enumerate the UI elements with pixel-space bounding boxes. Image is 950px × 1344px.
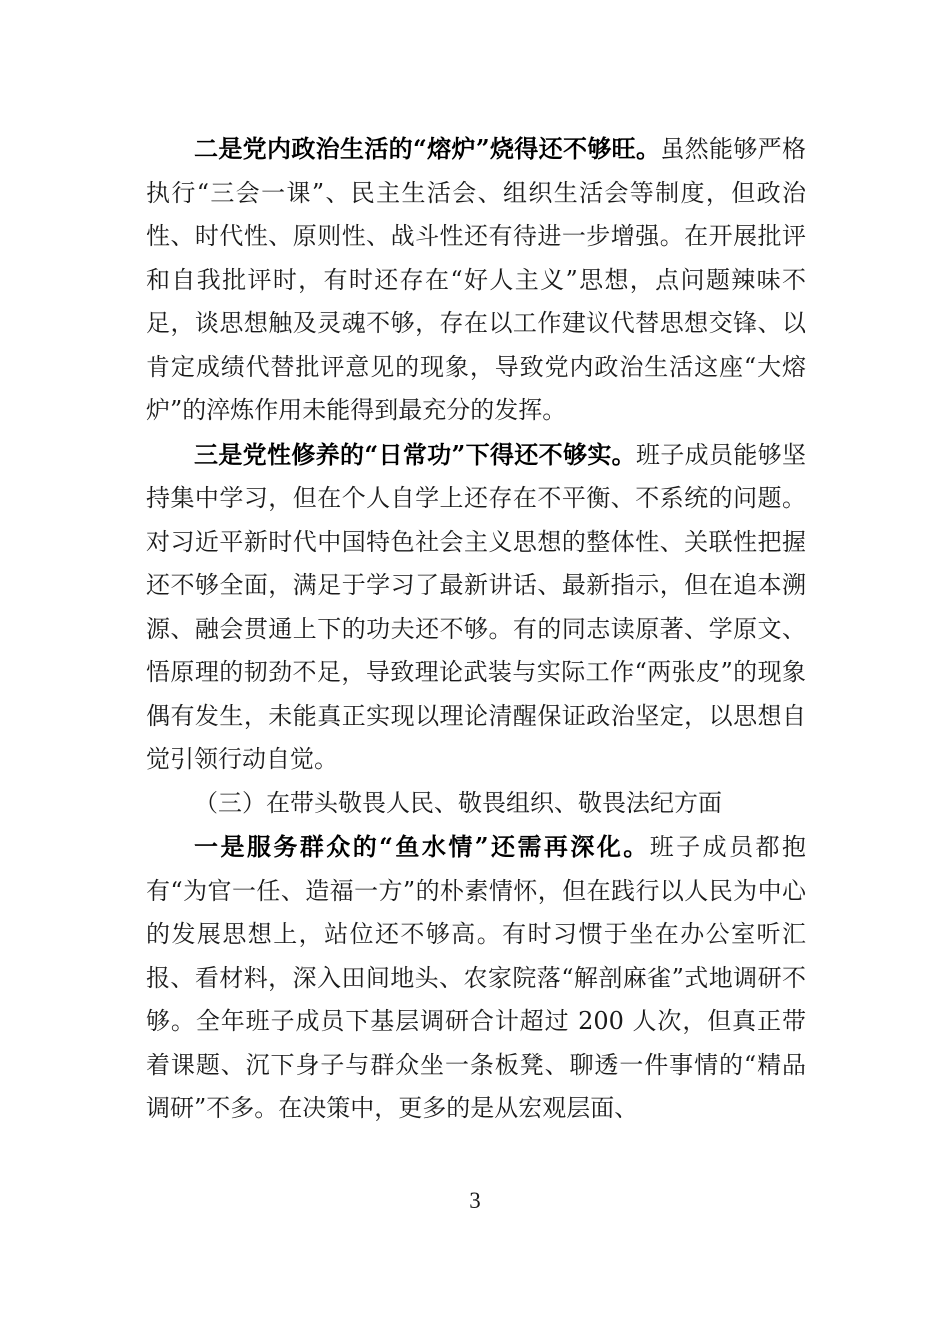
paragraph-party-political-life [146,127,806,433]
document-body [146,127,806,1131]
page-number: 3 [469,1188,481,1213]
paragraph-lead: 三是党性修养的“日常功”下得还不够实。 [194,439,636,469]
section-heading: （三）在带头敬畏人民、敬畏组织、敬畏法纪方面 [194,788,722,817]
paragraph-text: 班子成员都抱有“为官一任、造福一方”的朴素情怀，但在践行以人民为中心的发展思想上，站位还不够高。有时习惯于坐在办公室听汇报、看材料，深入田间地头、农家院落“解剖麻雀”式地调研不够。全年班子成员下基层调研合计超过 200 人次，但真正带着课题、沉下身子与群众坐一条板凳、聊透一件事情的“精品调研”不多。在决策中，更多的是从宏观层面、 [146,833,807,1122]
paragraph-party-spirit-cultivation [146,433,806,782]
paragraph-text: 班子成员能够坚持集中学习，但在个人自学上还存在不平衡、不系统的问题。对习近平新时代中国特色社会主义思想的整体性、关联性把握还不够全面，满足于学习了最新讲话、最新指示，但在追本溯源、融会贯通上下的功夫还不够。有的同志读原著、学原文、悟原理的韧劲不足，导致理论武装与实际工作“两张皮”的现象偶有发生，未能真正实现以理论清醒保证政治坚定，以思想自觉引领行动自觉。 [146,440,807,773]
paragraph-lead: 一是服务群众的“鱼水情”还需再深化。 [194,832,650,861]
paragraph-text: 虽然能够严格执行“三会一课”、民主生活会、组织生活会等制度，但政治性、时代性、原则性、战斗性还有待进一步增强。在开展批评和自我批评时，有时还存在“好人主义”思想，点问题辣味不足，谈思想触及灵魂不够，存在以工作建议代替思想交锋、以肯定成绩代替批评意见的现象，导致党内政治生活这座“大熔炉”的淬炼作用未能得到最充分的发挥。 [146,135,807,424]
paragraph-serving-the-masses [146,825,806,1131]
paragraph-lead: 二是党内政治生活的“熔炉”烧得还不够旺。 [194,134,661,163]
